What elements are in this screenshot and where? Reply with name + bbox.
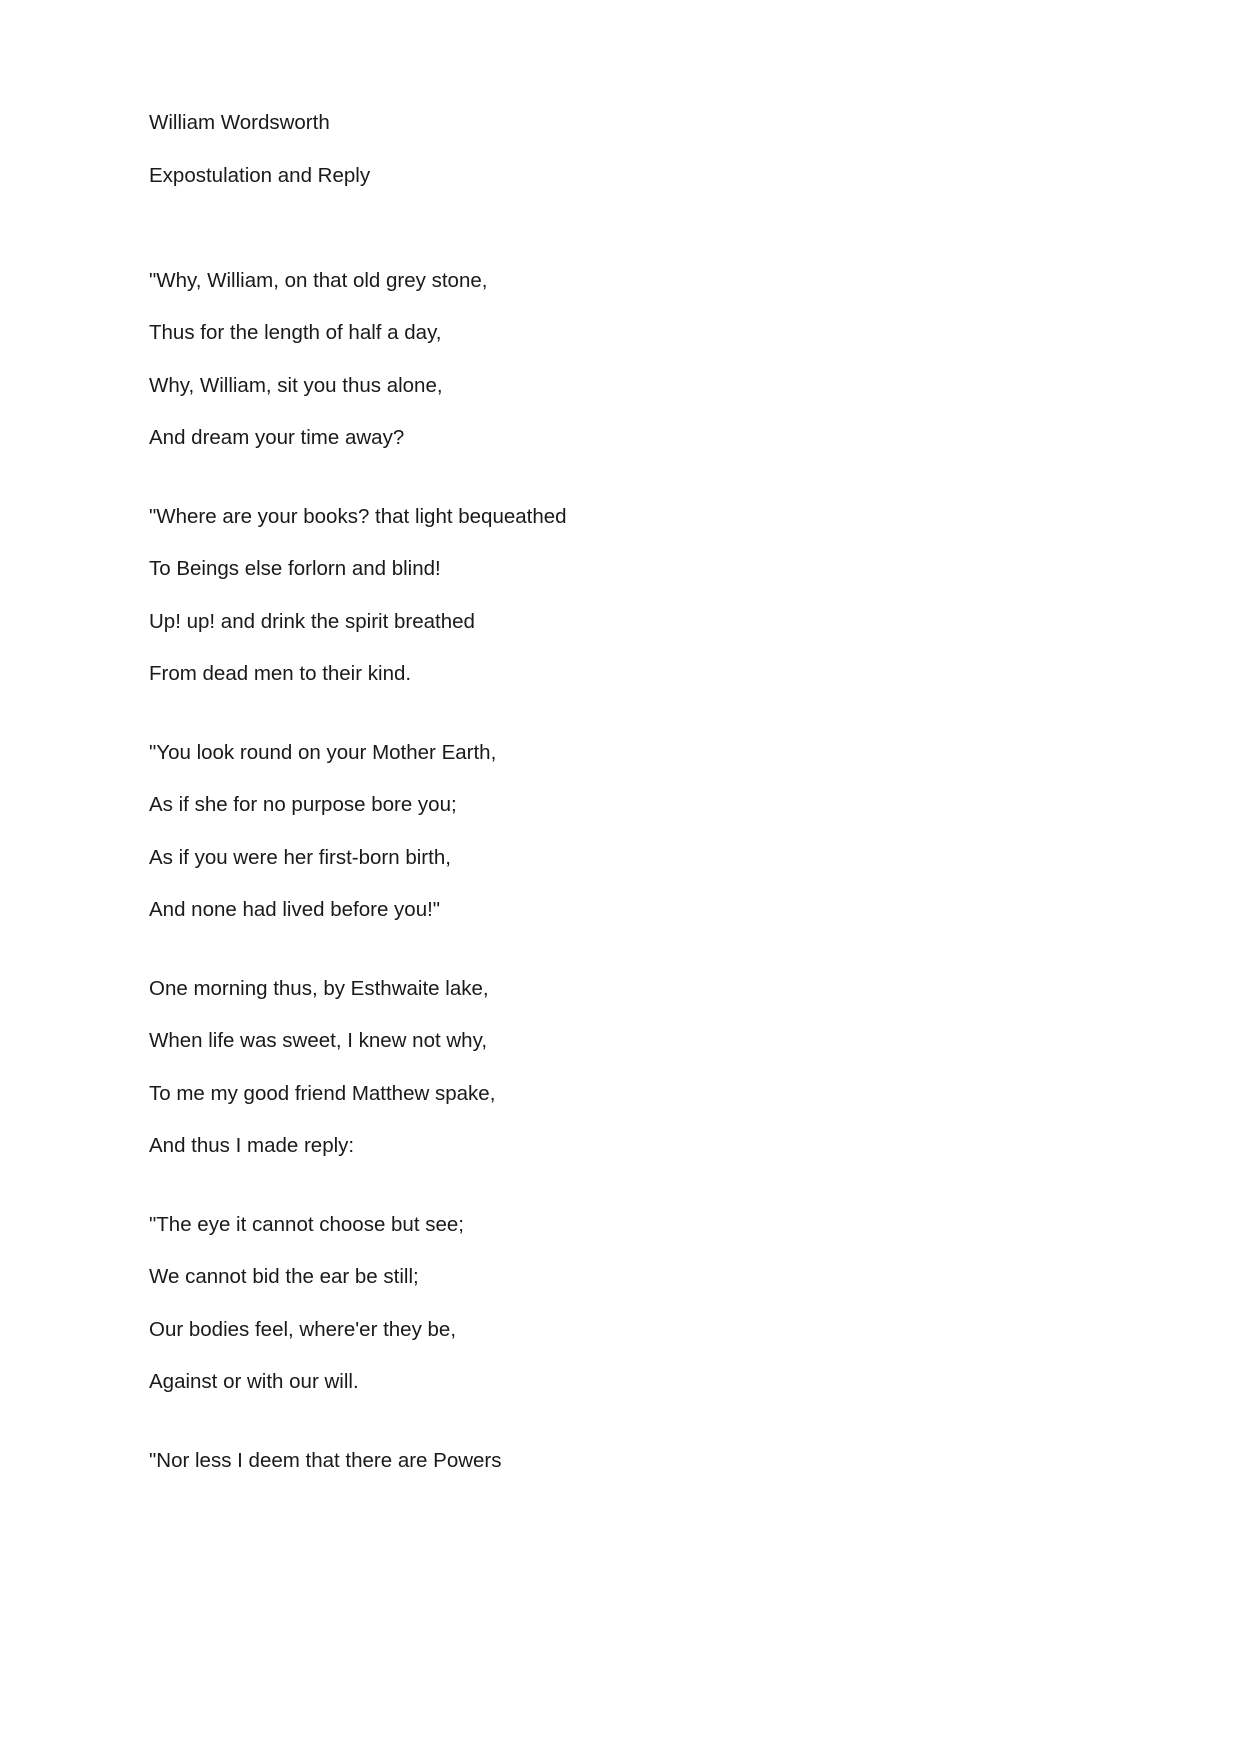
poem-line: "Nor less I deem that there are Powers [149,1448,502,1472]
poem-line: Thus for the length of half a day, [149,321,442,344]
stanza-1 [149,268,1049,452]
poem-text [149,110,1049,1526]
poem-line: "Why, William, on that old grey stone, [149,268,488,292]
poem-line: "The eye it cannot choose but see; [149,1212,464,1236]
poem-line: As if you were her first-born birth, [149,845,451,869]
poem-line: Against or with our will. [149,1370,359,1393]
poem-line: And dream your time away? [149,426,405,449]
stanza-4 [149,976,1049,1160]
poem-line: Up! up! and drink the spirit breathed [149,609,475,633]
poem-line: We cannot bid the ear be still; [149,1265,419,1288]
poem-title: Expostulation and Reply [149,163,371,187]
poem-line: And thus I made reply: [149,1134,355,1157]
stanza-5 [149,1212,1049,1396]
stanza-6 [149,1448,1049,1474]
stanza-2 [149,504,1049,688]
poem-line: "Where are your books? that light bequeathed [149,504,567,528]
poem-line: And none had lived before you!" [149,898,441,921]
poem-line: When life was sweet, I knew not why, [149,1029,488,1052]
poem-line: From dead men to their kind. [149,662,412,685]
poem-line: One morning thus, by Esthwaite lake, [149,976,489,1000]
poem-line: As if she for no purpose bore you; [149,793,457,816]
poem-line: To me my good friend Matthew spake, [149,1081,496,1105]
stanza-3 [149,740,1049,924]
poem-line: Why, William, sit you thus alone, [149,373,443,397]
poem-line: "You look round on your Mother Earth, [149,740,497,764]
poem-author: William Wordsworth [149,111,330,134]
poem-line: Our bodies feel, where'er they be, [149,1317,457,1341]
poem-line: To Beings else forlorn and blind! [149,557,441,580]
